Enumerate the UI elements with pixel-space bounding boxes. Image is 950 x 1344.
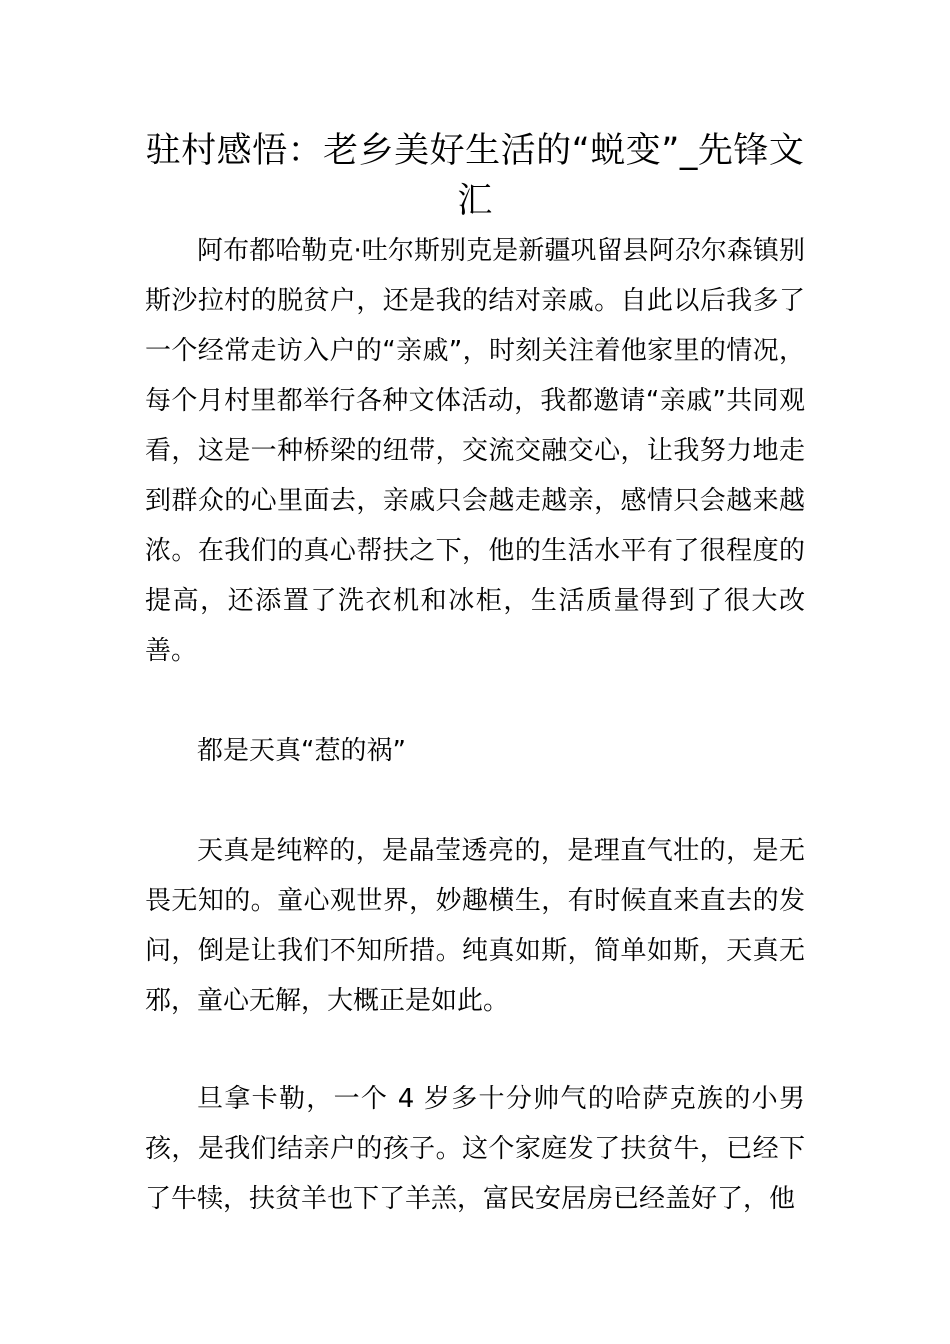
paragraph-innocence: 天真是纯粹的，是晶莹透亮的，是理直气壮的，是无畏无知的。童心观世界，妙趣横生，有时候直来直去的发问，倒是让我们不知所措。纯真如斯，简单如斯，天真无邪，童心无解，大概正是如此。 (145, 836, 805, 1016)
document-title: 驻村感悟：老乡美好生活的“蜕变”_先锋文汇 (145, 131, 805, 221)
section-subheading: 都是天真“惹的祸” (197, 736, 406, 766)
paragraph-relative-visit: 阿布都哈勒克·吐尔斯别克是新疆巩留县阿尕尔森镇别斯沙拉村的脱贫户，还是我的结对亲戚。自此以后我多了一个经常走访入户的“亲戚”，时刻关注着他家里的情况，每个月村里都举行各种文体活动，我都邀请“亲戚”共同观看，这是一种桥梁的纽带，交流交融交心，让我努力地走到群众的心里面去，亲戚只会越走越亲，感情只会越来越浓。在我们的真心帮扶之下，他的生活水平有了很程度的提高，还添置了洗衣机和冰柜，生活质量得到了很大改善。 (145, 236, 805, 666)
paragraph-boy-story: 旦拿卡勒，一个 4 岁多十分帅气的哈萨克族的小男孩，是我们结亲户的孩子。这个家庭发了扶贫牛，已经下了牛犊，扶贫羊也下了羊羔，富民安居房已经盖好了，他 (145, 1084, 805, 1214)
